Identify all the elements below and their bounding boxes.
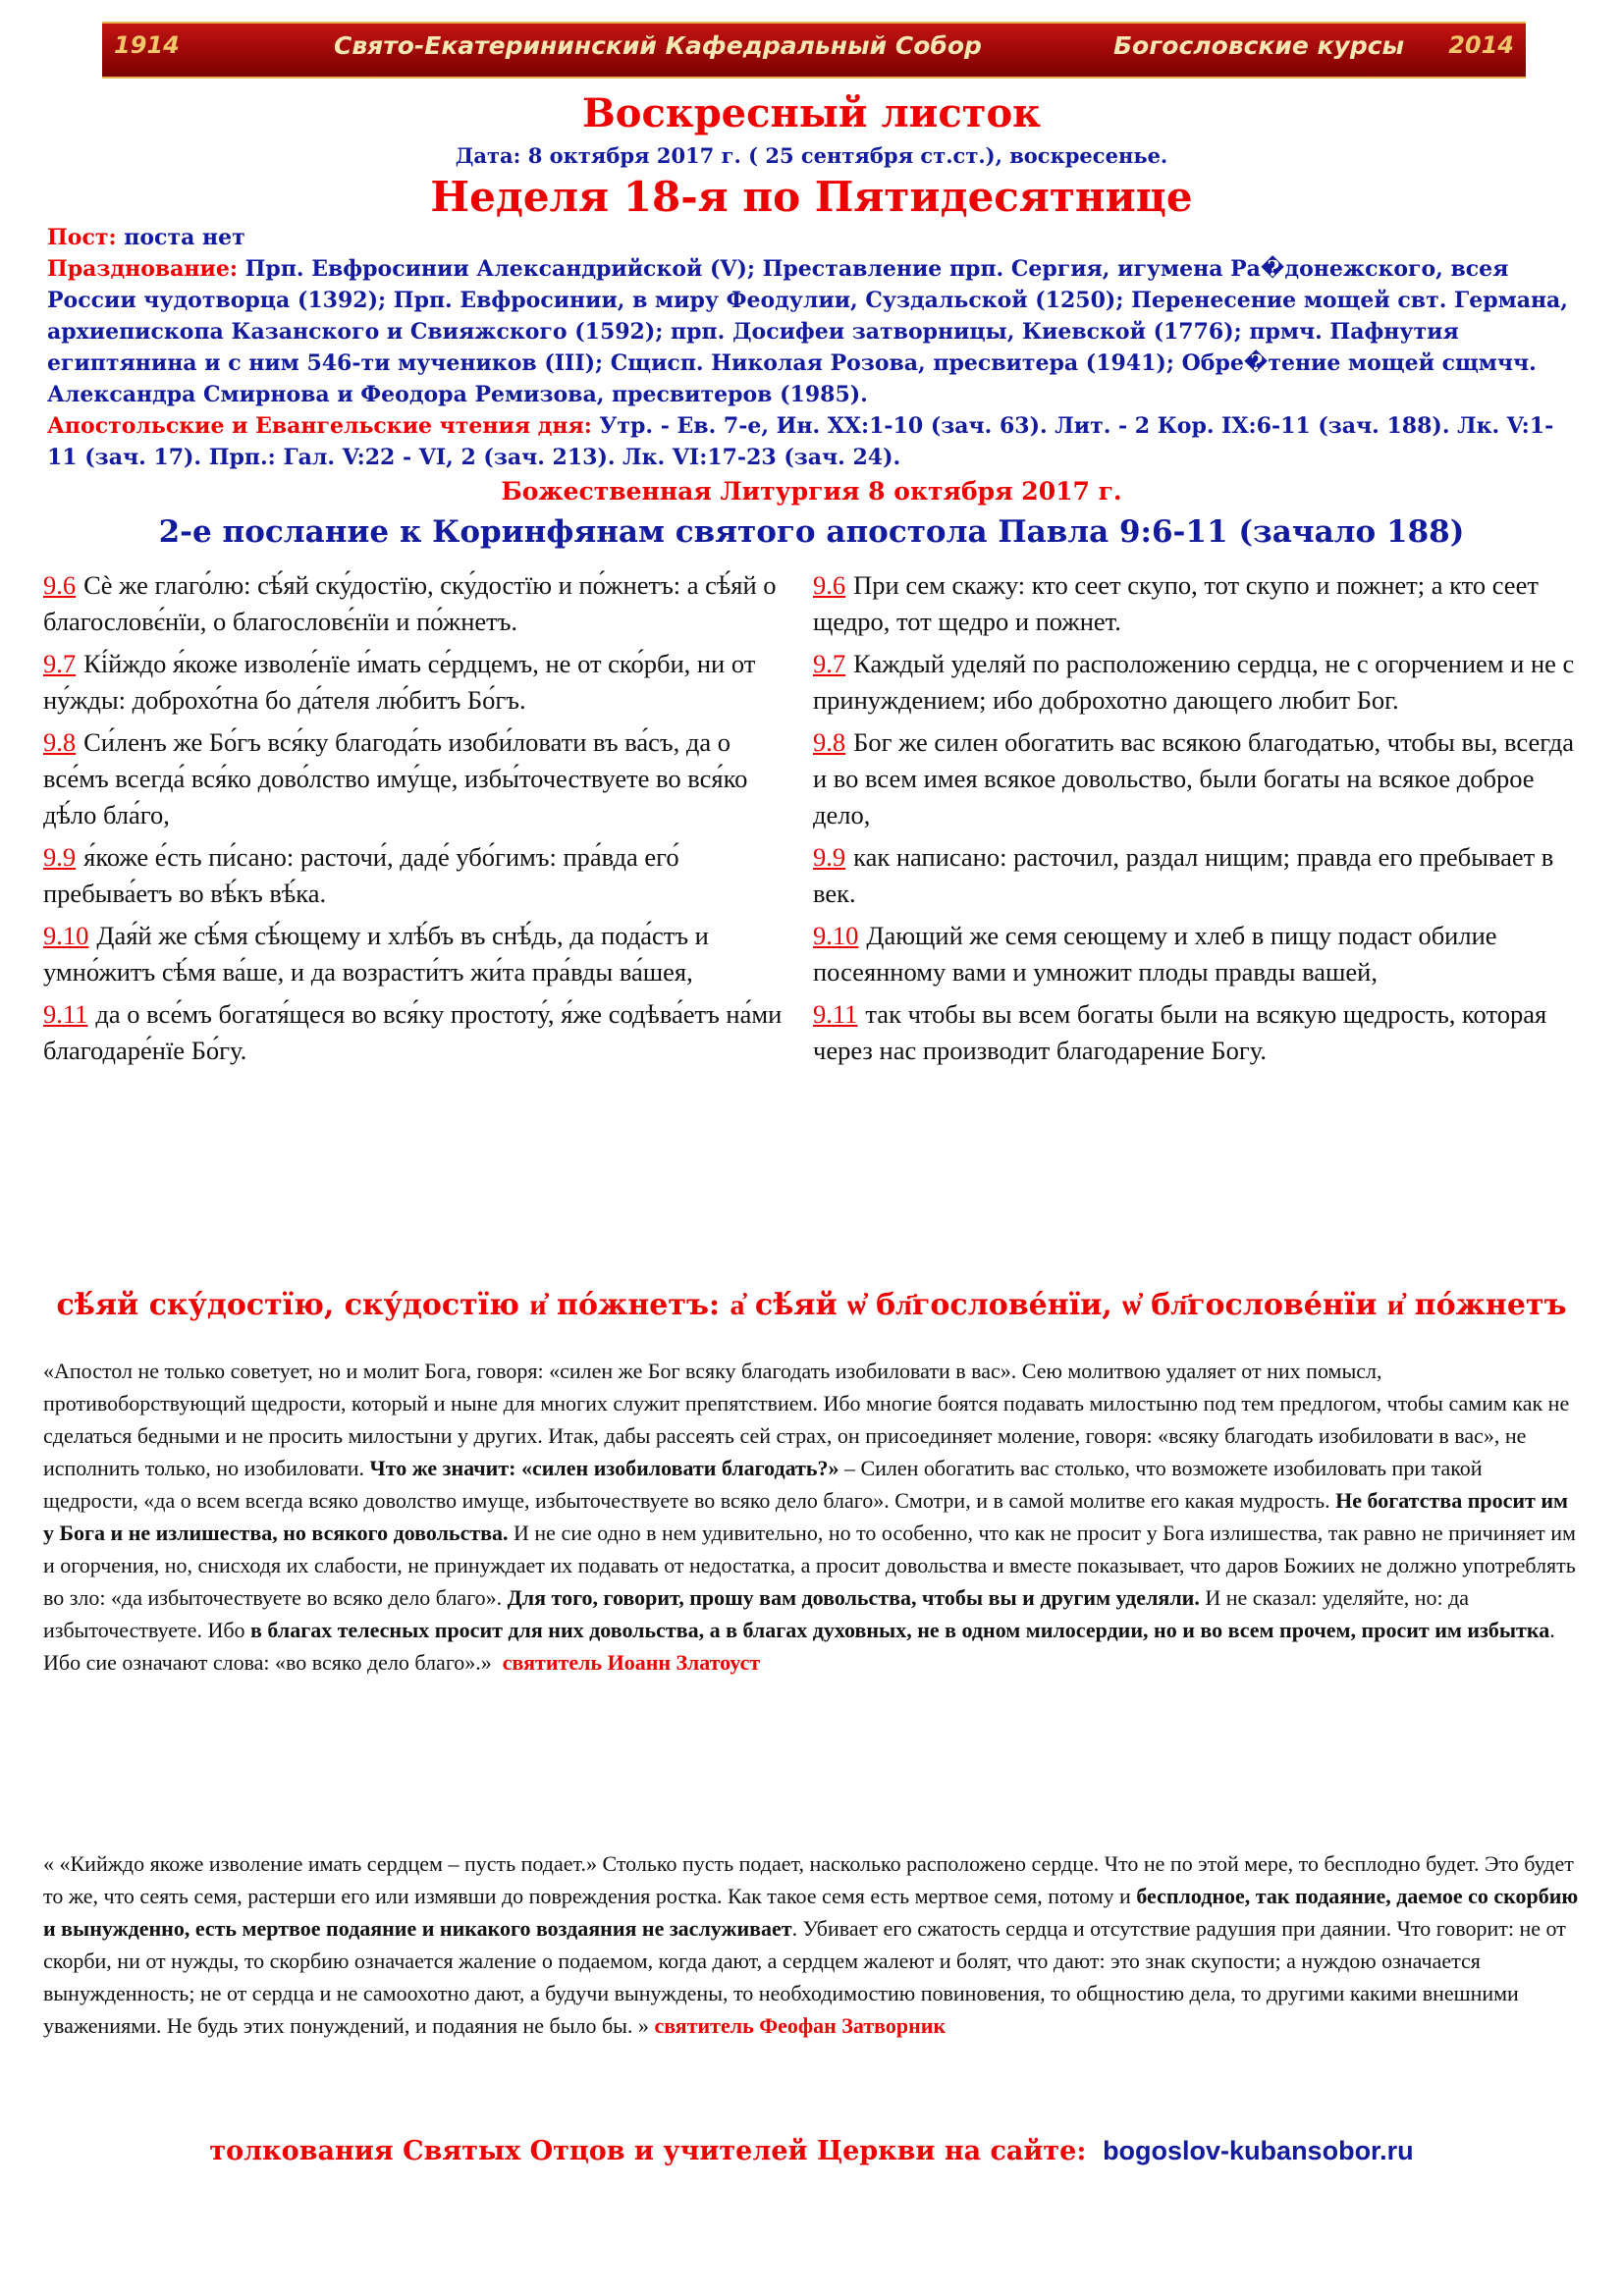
site-link[interactable]: bogoslov-kubansobor.ru: [1103, 2136, 1414, 2165]
courses-label: Богословские курсы: [1113, 31, 1405, 60]
verse-slavonic: [43, 839, 799, 912]
readings-label: Апостольские и Евангельские чтения дня:: [47, 413, 592, 439]
readings-value: Утр. - Ев. 7-е, Ин. XX:1-10 (зач. 63). Лит. - 2 Кор. IX:6-11 (зач. 188). Лк. V:1-11 (зач. 17). Прп.: Гал. V:22 - VI, 2 (зач. 213). Лк. VI:17-23 (зач. 24).: [47, 413, 1554, 470]
verse-number-link[interactable]: 9.9: [813, 842, 846, 872]
verse-number-link[interactable]: 9.6: [813, 570, 846, 600]
readings-info: [47, 410, 1579, 473]
verse-russian: [813, 646, 1579, 719]
liturgy-title: Божественная Литургия 8 октября 2017 г.: [501, 477, 1122, 506]
commentary-text: – Силен обогатить вас столько, что возможете изобиловать при такой щедрости, «да о всем всегда всяко доволство имуще, избыточествуете во всяко дело благо». Смотри, и в самой молитве его какая мудрость.: [43, 1456, 1483, 1513]
verse-number-link[interactable]: 9.9: [43, 842, 77, 872]
verse-russian: [813, 724, 1579, 833]
verse-text: Сѐ же глаго́лю: сѣ́яй ску́достїю, ску́достїю и по́жнетъ: а сѣ́яй о благословє́нїи, о благословє́нїи и по́жнетъ.: [43, 570, 777, 636]
sheet-title: Воскресный листок: [581, 90, 1042, 136]
verse-number-link[interactable]: 9.7: [813, 649, 846, 678]
year-right: 2014: [1448, 31, 1514, 59]
verse-number-link[interactable]: 9.11: [43, 999, 88, 1029]
commentary-text: . Ибо сие означают слова: «во всяко дело благо».»: [43, 1618, 1555, 1675]
verse-number-link[interactable]: 9.11: [813, 999, 858, 1029]
verse-slavonic: [43, 918, 799, 990]
cathedral-name: Свято-Екатерининский Кафедральный Собор: [334, 31, 982, 60]
commentary-text: . Убивает его сжатость сердца и отсутствие радушия при даянии. Что говорит: не от скорби, ни от нужды, то скорбию означается жаление о подаемом, когда дают, а сердцем жалеют и болят, что дают: это знак скупости; а нуждою означается вынужденность; не от сердца и не самоохотно дают, а будучи вынуждены, то необходимостию повиновения, то общностию дела, то другими какими внешними уважениями. Не будь этих понуждений, и подаяния не было бы. »: [43, 1916, 1566, 2038]
verse-number-link[interactable]: 9.10: [43, 921, 89, 950]
commentary-text: « «Кийждо якоже изволение имать сердцем – пусть подает.» Столько пусть подает, насколько расположено сердце. Что не по этой мере, то бесплодно будет. Это будет то же, что сеять семя, растерши его или измявши до повреждения ростка. Как такое семя есть мертвое семя, потому и: [43, 1851, 1574, 1908]
verse-text: Дающий же семя сеющему и хлеб в пищу подаст обилие посеянному вами и умножит плоды правды вашей,: [813, 921, 1497, 987]
verse-slavonic: [43, 567, 799, 640]
verse-number-link[interactable]: 9.8: [43, 727, 77, 757]
commentary-bold: в благах телесных просит для них довольства, а в благах духовных, не в одном милосердии, но и во всем прочем, просит им избытка: [250, 1618, 1550, 1642]
author-theophan: святитель Феофан Затворник: [654, 2013, 947, 2038]
fast-value: поста нет: [124, 225, 245, 250]
verse-number-link[interactable]: 9.10: [813, 921, 859, 950]
verse-number-link[interactable]: 9.8: [813, 727, 846, 757]
verse-text: Кі́йждо я́коже изволе́нїе и́мать се́рдцемъ, не от ско́рби, ни от ну́жды: доброхо́тна бо да́теля лю́битъ Бо́гъ.: [43, 649, 756, 715]
verse-slavonic: [43, 646, 799, 719]
commentary-bold: бесплодное, так подаяние, даемое со скорбию и вынужденно, есть мертвое подаяние и никакого воздаяния не заслуживает: [43, 1884, 1579, 1941]
feast-value: Прп. Евфросинии Александрийской (V); Преставление прп. Сергия, игумена Ра�донежского, всея России чудотворца (1392); Прп. Евфросинии, в миру Феодулии, Суздальской (1250); Перенесение мощей свт. Германа, архиепископа Казанского и Свияжского (1592); прп. Досифеи затворницы, Киевской (1776); прмч. Пафнутия египтянина и с ним 546-ти мучеников (III); Сщисп. Николая Розова, пресвитера (1941); Обре�тение мощей сщмчч. Александра Смирнова и Феодора Ремизова, пресвитеров (1985).: [47, 256, 1568, 407]
author-chrysostom: святитель Иоанн Златоуст: [502, 1650, 761, 1675]
header-banner: [102, 22, 1526, 79]
verse-text: так чтобы вы всем богаты были на всякую щедрость, которая через нас производит благодарение Богу.: [813, 999, 1547, 1065]
verse-russian: [813, 567, 1579, 640]
week-title: Неделя 18-я по Пятидесятнице: [430, 173, 1193, 221]
verse-text: я́коже е́сть пи́сано: расточи́, даде́ убо́гимъ: пра́вда его́ пребыва́етъ во вѣ́къ вѣ́ка.: [43, 842, 679, 908]
commentary-theophan: [43, 1847, 1580, 2042]
epistle-title: 2-е послание к Коринфянам святого апостола Павла 9:6-11 (зачало 188): [158, 514, 1465, 550]
verse-number-link[interactable]: 9.6: [43, 570, 77, 600]
footer: [0, 2136, 1623, 2166]
feast-info: [47, 253, 1579, 410]
slavonic-column: [43, 567, 799, 1075]
verse-text: Бог же силен обогатить вас всякою благодатью, чтобы вы, всегда и во всем имея всякое довольство, были богаты на всякое доброе дело,: [813, 727, 1575, 829]
verse-text: Си́ленъ же Бо́гъ вся́ку благода́ть изоби́ловати въ ва́съ, да о все́мъ всегда́ вся́ко дово́лство иму́ще, избы́точествуете во вся́ко дѣ́ло бла́го,: [43, 727, 748, 829]
verse-text: как написано: расточил, раздал нищим; правда его пребывает в век.: [813, 842, 1554, 908]
feast-label: Празднование:: [47, 256, 238, 282]
verse-text: да о все́мъ богатя́щеся во вся́ку простоту́, я́же содѣва́етъ на́ми благодаре́нїе Бо́гу.: [43, 999, 783, 1065]
commentary-bold: Что же значит: «силен изобиловати благодать?»: [369, 1456, 839, 1480]
verse-russian: [813, 918, 1579, 990]
verse-slavonic: [43, 996, 799, 1069]
commentary-text: И не сие одно в нем удивительно, но то особенно, что как не просит у Бога излишества, так равно не причиняет им и огорчения, но, снисходя их слабости, не принуждает их подавать от недостатка, а просит довольства и вместе показывает, что даров Божиих не должно употреблять во зло: «да избыточествуете во всяко дело благо».: [43, 1521, 1576, 1610]
verse-russian: [813, 996, 1579, 1069]
verse-text: Каждый уделяй по расположению сердца, не с огорчением и не с принуждением; ибо доброхотно дающего любит Бог.: [813, 649, 1575, 715]
verse-russian: [813, 839, 1579, 912]
russian-column: [813, 567, 1579, 1075]
fast-info: [47, 222, 1579, 253]
year-left: 1914: [114, 31, 180, 59]
verse-text: Дая́й же сѣ́мя сѣ́ющему и хлѣ́бъ въ снѣ́дь, да пода́стъ и умно́житъ сѣ́мя ва́ше, и да возрасти́тъ жи́та пра́вды ва́шея,: [43, 921, 709, 987]
fast-label: Пост:: [47, 225, 117, 250]
slavonic-heading: сѣ́яй ску́достїю, ску́достїю и҆ по́жнетъ: а҆ сѣ́яй ѡ҆ бл҃гослове́нїи, ѡ҆ бл҃гослове́нїи и҆ по́жнетъ: [56, 1288, 1567, 1322]
commentary-chrysostom: [43, 1355, 1580, 1679]
verse-slavonic: [43, 724, 799, 833]
verse-number-link[interactable]: 9.7: [43, 649, 77, 678]
commentary-bold: Для того, говорит, прошу вам довольства, чтобы вы и другим уделяли.: [507, 1585, 1200, 1610]
date-line: Дата: 8 октября 2017 г. ( 25 сентября ст.ст.), воскресенье.: [455, 143, 1168, 168]
verse-text: При сем скажу: кто сеет скупо, тот скупо и пожнет; а кто сеет щедро, тот щедро и пожнет.: [813, 570, 1539, 636]
commentary-bold: Не богатства просит им у Бога и не излишества, но всякого довольства.: [43, 1488, 1569, 1545]
commentary-text: «Апостол не только советует, но и молит Бога, говоря: «силен же Бог всяку благодать изобиловати в вас». Сею молитвою удаляет от них помысл, противоборствующий щедрости, который и ныне для многих служит препятствием. Ибо многие боятся подавать милостыню под тем предлогом, чтобы самим как не сделаться бедными и не просить милостыни у других. Итак, дабы рассеять сей страх, он присоединяет моление, говоря: «всяку благодать изобиловати в вас», не исполнить только, но изобиловати.: [43, 1359, 1570, 1480]
commentary-text: И не сказал: уделяйте, но: да избыточествуете. Ибо: [43, 1585, 1470, 1642]
footer-text: толкования Святых Отцов и учителей Церкви на сайте:: [209, 2136, 1087, 2166]
